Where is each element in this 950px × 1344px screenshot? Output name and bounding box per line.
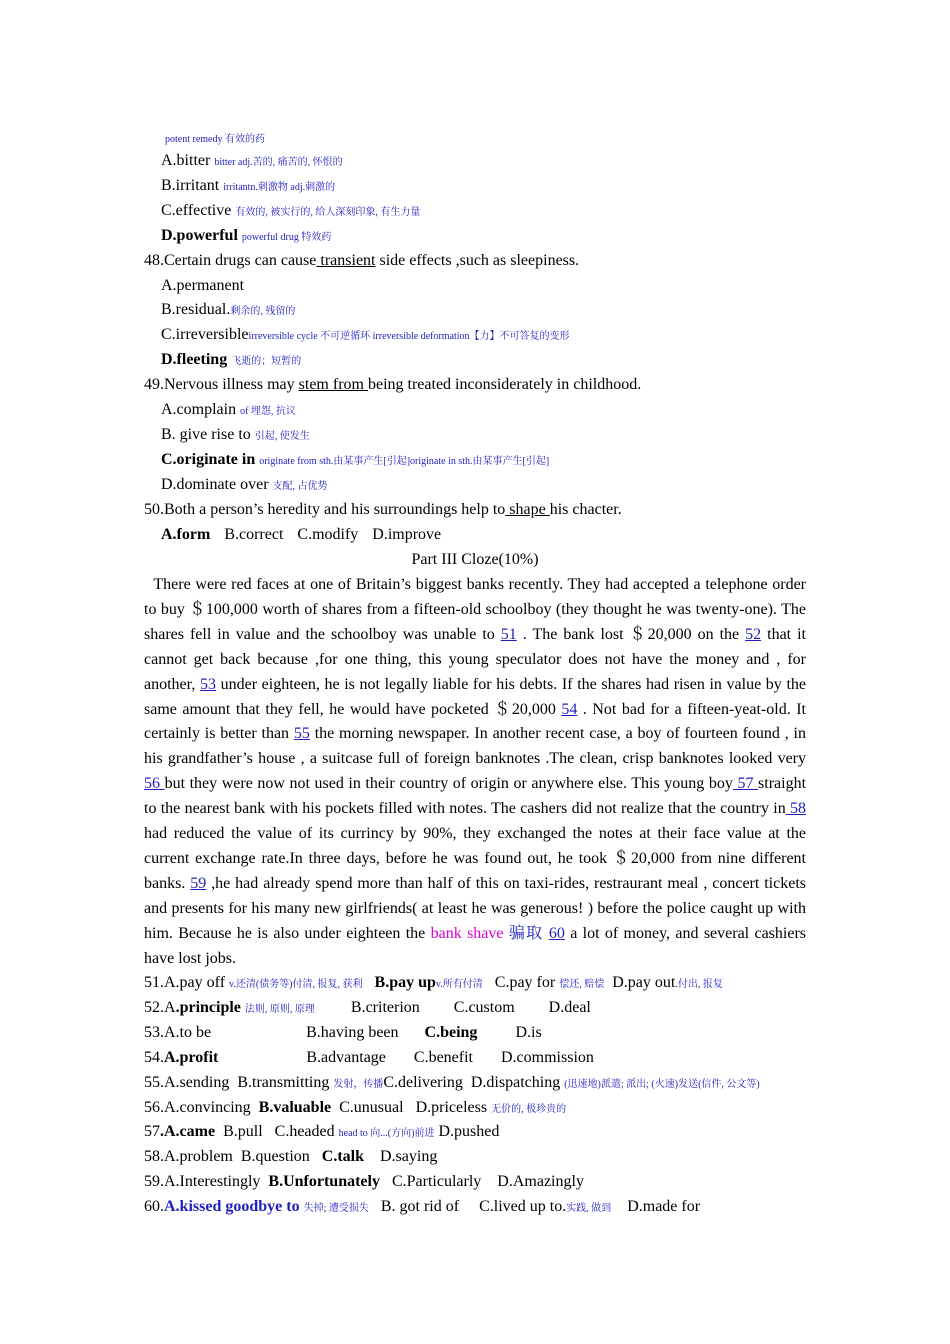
blank-59[interactable]: 59 (190, 874, 207, 892)
q47-option-d: D.powerful powerful drug 特效药 (161, 227, 332, 244)
q49-stem: 49.Nervous illness may stem from being treated inconsiderately in childhood. (144, 376, 642, 393)
q48-option-c: C.irreversibleirreversible cycle 不可逆循环 irreversible deformation【力】不可答复的变形 (161, 326, 570, 343)
answer-57: 57.A.came B.pull C.headed head to 向...(方向)前进 D.pushed (144, 1123, 500, 1140)
q48-stem: 48.Certain drugs can cause transient side effects ,such as sleepiness. (144, 252, 580, 269)
q49-option-a: A.complain of 埋怨, 抗议 (161, 401, 296, 418)
answer-55: 55.A.sending B.transmitting 发射，传播C.delivering D.dispatching (迅速地)派遣; 派出; (火速)发送(信件, 公文等) (144, 1074, 760, 1091)
q48-option-d: D.fleeting 飞逝的；短暂的 (161, 351, 302, 368)
q49-option-d: D.dominate over 支配, 占优势 (161, 476, 328, 493)
blank-53[interactable]: 53 (199, 675, 216, 693)
blank-58[interactable]: 58 (785, 800, 807, 818)
blank-52[interactable]: 52 (745, 625, 762, 643)
highlight-bank-shave: bank shave (430, 924, 504, 942)
answer-56: 56.A.convincing B.valuable C.unusual D.priceless 无价的, 极珍贵的 (144, 1099, 567, 1116)
q47-option-c: C.effective 有效的, 被实行的, 给人深刻印象, 有生力量 (161, 202, 421, 219)
q49-option-b: B. give rise to 引起, 使发生 (161, 426, 310, 443)
answer-60: 60.A.kissed goodbye to 失掉; 遭受损失 B. got rid of C.lived up to.实践, 做到 D.made for (144, 1198, 701, 1215)
blank-55[interactable]: 55 (293, 725, 310, 743)
q50-options: A.form B.correct C.modify D.improve (161, 526, 442, 543)
answer-59: 59.A.Interestingly B.Unfortunately C.Particularly D.Amazingly (144, 1173, 584, 1190)
q49-option-c: C.originate in originate from sth.由某事产生[引起]originate in sth.由某事产生[引起] (161, 451, 550, 468)
answer-53: 53.A.to be B.having been C.being D.is (144, 1024, 542, 1041)
q47-note: potent remedy 有效的药 (165, 134, 265, 145)
answer-52: 52.A.principle 法则, 原则, 原理 B.criterion C.custom D.deal (144, 999, 591, 1016)
answer-51: 51.A.pay off v.还清(债务等)付清, 报复, 获利 B.pay upv.所有付清 C.pay for 偿还, 赔偿 D.pay out.付出, 报复 (144, 974, 723, 991)
q48-option-b: B.residual.剩余的, 残留的 (161, 301, 296, 318)
blank-51[interactable]: 51 (500, 625, 517, 643)
blank-54[interactable]: 54 (561, 700, 578, 718)
blank-56[interactable]: 56 (144, 775, 165, 793)
q47-option-b: B.irritant irritantn.刺激物 adj.刺激的 (161, 177, 336, 194)
cloze-passage: There were red faces at one of Britain’s biggest banks recently. They had accepted a telephone order to buy ＄100,000 worth of shares from a fifteen-old schoolboy (they thought he was twenty-one). The shares fell in value and the schoolboy was unable to 51 . The bank lost ＄20,000 on the 52 that it cannot get back because ,for one thing, this young speculator does not have the money and , for another, 53 under eighteen, he is not legally liable for his debts. If the shares had risen in value by the same amount that they fell, he would have pocketed ＄20,000 54 . Not bad for a fifteen-yeat-old. It certainly is better than 55 the morning newspaper. In another recent case, a boy of fourteen found , in his grandfather’s house , a suitcase full of foreign banknotes .The clean, crisp banknotes looked very 56 but they were now not used in their country of origin or anywhere else. This young boy 57 straight to the nearest bank with his pockets filled with notes. The cashers did not realize that the country in 58 had reduced the value of its currincy by 90%, they exchanged the notes at their face value at the current exchange rate.In three days, before he was found out, he took ＄20,000 from nine different banks. 59 ,he had already spend more than half of this on taxi-rides, restraurant meal , concert tickets and presents for his many new girlfriends( at least he was generous! ) before the police caught up with him. Because he is also under eighteen the bank shave 骗取 60 a lot of money, and several cashiers have lost jobs. (144, 576, 807, 967)
q50-stem: 50.Both a person’s heredity and his surroundings help to shape his chacter. (144, 501, 622, 518)
blank-60[interactable]: 60 (548, 924, 565, 942)
q47-option-a: A.bitter bitter adj.苦的, 痛苦的, 怀恨的 (161, 152, 343, 169)
part-title: Part III Cloze(10%) (411, 551, 539, 568)
answer-58: 58.A.problem B.question C.talk D.saying (144, 1148, 438, 1165)
answer-54: 54.A.profit B.advantage C.benefit D.commission (144, 1049, 594, 1066)
q48-option-a: A.permanent (161, 277, 245, 294)
blank-57[interactable]: 57 (732, 775, 759, 793)
